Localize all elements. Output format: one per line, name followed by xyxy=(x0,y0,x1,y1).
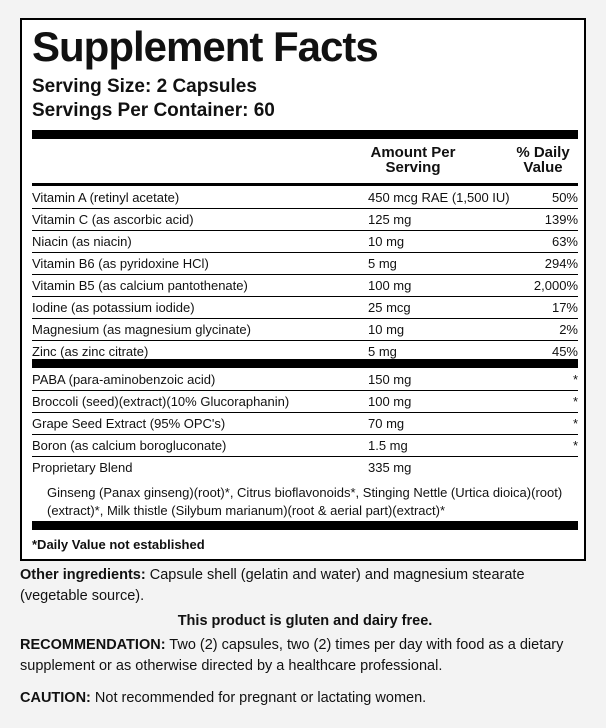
table-row xyxy=(32,412,578,434)
table-row xyxy=(32,368,578,390)
nutrient-daily-value: 45% xyxy=(551,344,578,359)
amount-per-serving-header: Amount Per Serving xyxy=(370,144,456,176)
nutrient-amount: 25 mcg xyxy=(368,300,411,315)
nutrient-name: Iodine (as potassium iodide) xyxy=(32,300,195,315)
recommendation-label: RECOMMENDATION: xyxy=(20,637,166,653)
nutrient-name: Niacin (as niacin) xyxy=(32,234,132,249)
nutrient-name: Grape Seed Extract (95% OPC's) xyxy=(32,416,226,431)
nutrient-name: Broccoli (seed)(extract)(10% Glucoraphanin) xyxy=(32,394,290,409)
table-row xyxy=(32,456,578,478)
nutrient-name: Magnesium (as magnesium glycinate) xyxy=(32,322,251,337)
nutrient-daily-value: 17% xyxy=(551,300,578,315)
nutrient-name: Vitamin A (retinyl acetate) xyxy=(32,190,180,205)
nutrient-daily-value: * xyxy=(572,438,578,453)
other-ingredients xyxy=(20,565,590,607)
supplement-facts-panel xyxy=(20,18,586,561)
caution xyxy=(20,688,590,709)
nutrient-amount: 10 mg xyxy=(368,322,405,337)
table-row xyxy=(32,230,578,252)
nutrient-name: PABA (para-aminobenzoic acid) xyxy=(32,372,216,387)
thick-divider-2 xyxy=(32,359,578,368)
table-row xyxy=(32,186,578,208)
nutrient-daily-value: 2% xyxy=(559,322,578,337)
nutrient-amount: 450 mcg RAE (1,500 IU) xyxy=(368,190,510,205)
recommendation-text: Two (2) capsules, two (2) times per day with food as a dietary supplement or as otherwise directed by a healthcare professional. xyxy=(20,637,564,674)
nutrient-daily-value: 50% xyxy=(551,190,578,205)
serving-size: Serving Size: 2 Capsules xyxy=(32,76,257,97)
thick-divider xyxy=(32,130,578,139)
nutrient-amount: 150 mg xyxy=(368,372,412,387)
caution-text: Not recommended for pregnant or lactating women. xyxy=(90,690,427,706)
table-row xyxy=(32,252,578,274)
other-ingredients-text: Capsule shell (gelatin and water) and magnesium stearate (vegetable source). xyxy=(20,567,525,604)
table-row xyxy=(32,296,578,318)
daily-value-footnote: *Daily Value not established xyxy=(32,537,205,552)
nutrient-amount: 10 mg xyxy=(368,234,405,249)
proprietary-blend-ingredients: Ginseng (Panax ginseng)(root)*, Citrus bioflavonoids*, Stinging Nettle (Urtica dioica)(root)(extract)*, Milk thistle (Silybum marianum)(root & aerial part)(extract)* xyxy=(47,485,563,518)
nutrient-amount: 1.5 mg xyxy=(368,438,408,453)
gluten-free-statement: This product is gluten and dairy free. xyxy=(177,613,433,629)
nutrient-amount: 70 mg xyxy=(368,416,405,431)
table-row xyxy=(32,434,578,456)
servings-per-container: Servings Per Container: 60 xyxy=(32,100,275,121)
nutrient-daily-value: 63% xyxy=(551,234,578,249)
nutrient-daily-value: * xyxy=(572,394,578,409)
table-row xyxy=(32,274,578,296)
nutrient-name: Zinc (as zinc citrate) xyxy=(32,344,149,359)
recommendation xyxy=(20,635,590,677)
other-ingredients-label: Other ingredients: xyxy=(20,567,146,583)
daily-value-header: % Daily Value xyxy=(516,144,570,176)
nutrient-amount: 5 mg xyxy=(368,344,397,359)
nutrient-daily-value: * xyxy=(572,372,578,387)
nutrient-amount: 125 mg xyxy=(368,212,412,227)
thick-divider-3 xyxy=(32,521,578,530)
nutrient-daily-value: * xyxy=(572,416,578,431)
table-row xyxy=(32,390,578,412)
nutrient-name: Vitamin B6 (as pyridoxine HCl) xyxy=(32,256,209,271)
nutrient-amount: 100 mg xyxy=(368,394,412,409)
nutrient-name: Proprietary Blend xyxy=(32,460,133,475)
nutrient-daily-value: 294% xyxy=(544,256,578,271)
nutrient-daily-value: 139% xyxy=(544,212,578,227)
nutrient-amount: 5 mg xyxy=(368,256,397,271)
nutrient-name: Vitamin C (as ascorbic acid) xyxy=(32,212,194,227)
nutrient-name: Boron (as calcium borogluconate) xyxy=(32,438,227,453)
table-row xyxy=(32,318,578,340)
nutrient-name: Vitamin B5 (as calcium pantothenate) xyxy=(32,278,248,293)
nutrient-amount: 335 mg xyxy=(368,460,412,475)
nutrient-daily-value: 2,000% xyxy=(533,278,578,293)
table-row xyxy=(32,208,578,230)
caution-label: CAUTION: xyxy=(20,690,91,706)
panel-title: Supplement Facts xyxy=(32,23,378,70)
nutrient-amount: 100 mg xyxy=(368,278,412,293)
